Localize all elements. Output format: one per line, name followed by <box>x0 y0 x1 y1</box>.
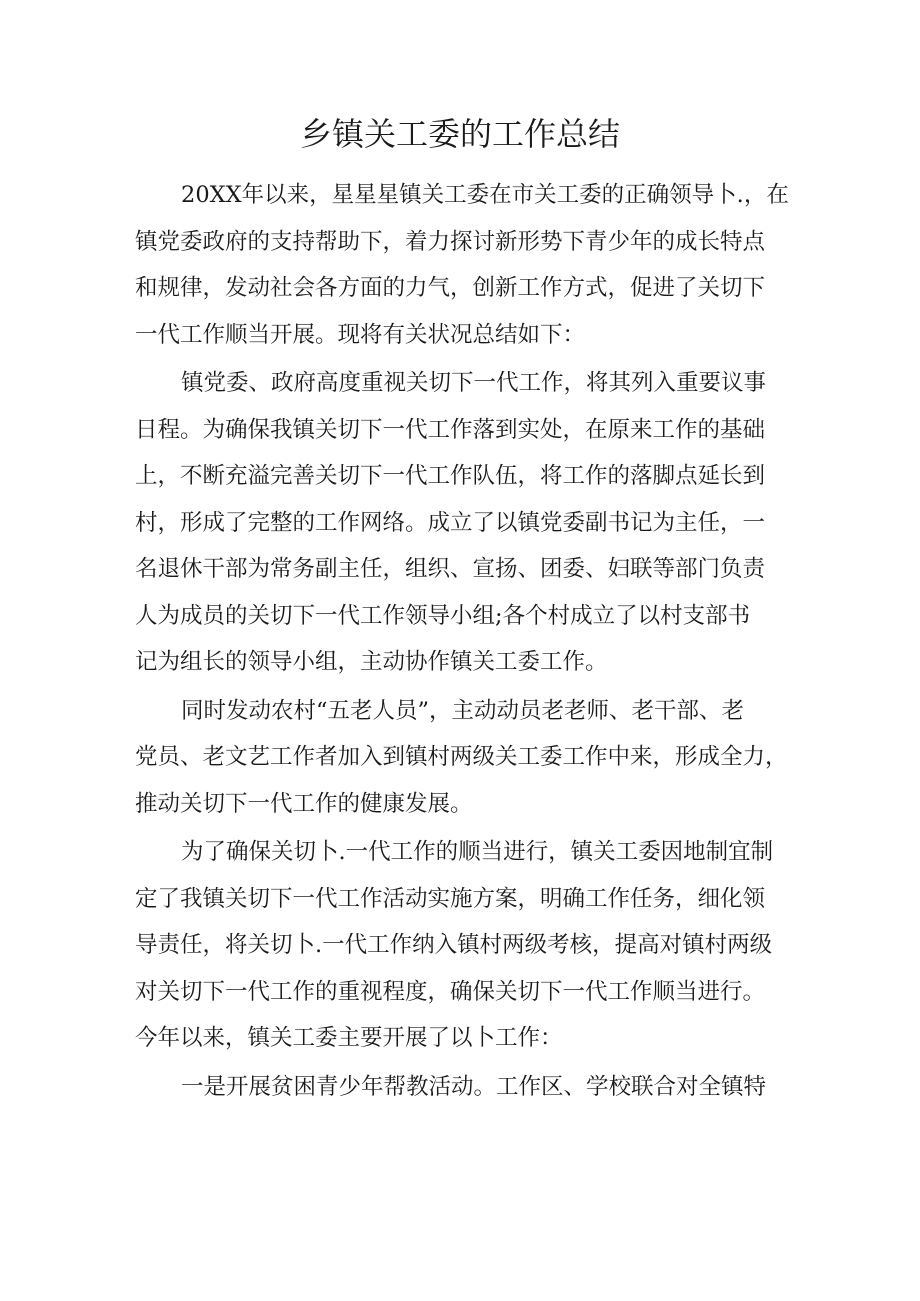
paragraph-item-one <box>135 1064 790 1111</box>
document-body <box>135 172 790 1112</box>
text-line: 同时发动农村“五老人员”，主动动员老老师、老干部、老 <box>181 697 745 724</box>
paragraph-intro <box>135 172 790 358</box>
text-line: 一是开展贫困青少年帮教活动。工作区、学校联合对全镇特 <box>181 1073 767 1100</box>
document-title: 乡镇关工委的工作总结 <box>299 115 620 153</box>
text-line: 日程。为确保我镇关切下一代工作落到实处，在原来工作的基础 <box>135 416 766 443</box>
text-line: 一代工作顺当开展。现将有关状况总结如下： <box>135 321 586 348</box>
text-line: 对关切下一代工作的重视程度，确保关切下一代工作顺当进行。 <box>135 978 766 1005</box>
text-line: 20XX年以来，星星星镇关工委在市关工委的正确领导卜.，在 <box>181 182 789 208</box>
text-line: 镇党委、政府高度重视关切下一代工作，将其列入重要议事 <box>181 370 767 396</box>
text-line: 名退休干部为常务副主任，组织、宣扬、团委、妇联等部门负责 <box>135 556 766 582</box>
paragraph-five-elders <box>135 688 790 828</box>
text-line: 记为组长的领导小组，主动协作镇关工委工作。 <box>135 649 608 675</box>
text-line: 导责任，将关切卜.一代工作纳入镇村两级考核，提高对镇村两级 <box>135 932 773 958</box>
text-line: 今年以来，镇关工委主要开展了以卜工作： <box>135 1025 563 1051</box>
text-line: 上，不断充溢完善关切下一代工作队伍，将工作的落脚点延长到 <box>135 463 766 489</box>
paragraph-plan <box>135 829 790 1062</box>
text-line: 为了确保关切卜.一代工作的顺当进行，镇关工委因地制宜制 <box>181 839 774 865</box>
text-line: 定了我镇关切下一代工作活动实施方案，明确工作任务，细化领 <box>135 885 766 912</box>
text-line: 人为成员的关切下一代工作领导小组;各个村成立了以村支部书 <box>135 602 751 629</box>
text-line: 镇党委政府的支持帮助下，着力探讨新形势下青少年的成长特点 <box>135 228 766 255</box>
text-line: 和规律，发动社会各方面的力气，创新工作方式，促进了关切下 <box>135 275 766 301</box>
paragraph-leadership <box>135 360 790 686</box>
text-line: 村，形成了完整的工作网络。成立了以镇党委副书记为主任，一 <box>135 509 766 536</box>
text-line: 党员、老文艺工作者加入到镇村两级关工委工作中来，形成全力， <box>135 744 788 770</box>
text-line: 推动关切下一代工作的健康发展。 <box>135 790 473 817</box>
